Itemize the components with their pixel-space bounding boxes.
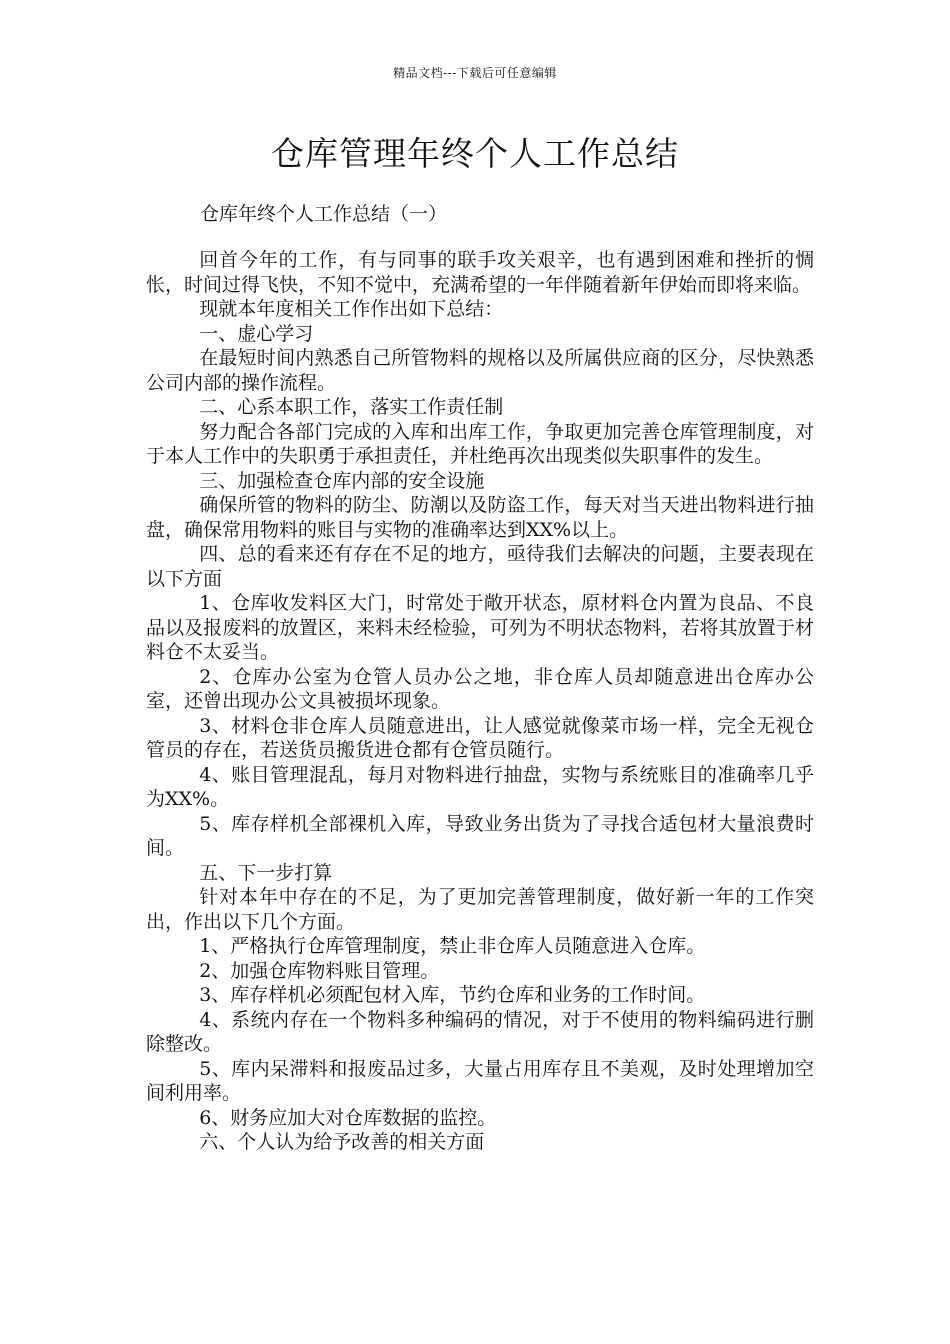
list-item: 5、库存样机全部裸机入库，导致业务出货为了寻找合适包材大量浪费时间。: [146, 812, 814, 859]
list-item: 6、财务应加大对仓库数据的监控。: [199, 1106, 497, 1129]
paragraph: 努力配合各部门完成的入库和出库工作，争取更加完善仓库管理制度，对于本人工作中的失职勇于承担责任，并杜绝再次出现类似失职事件的发生。: [146, 420, 814, 467]
list-item: 3、库存样机必须配包材入库，节约仓库和业务的工作时间。: [199, 984, 706, 1006]
section-heading: 一、虚心学习: [199, 322, 314, 345]
paragraph: 针对本年中存在的不足，为了更加完善管理制度，做好新一年的工作突出，作出以下几个方面。: [146, 886, 814, 933]
list-item: 1、严格执行仓库管理制度，禁止非仓库人员随意进入仓库。: [199, 935, 706, 957]
section-heading: 二、心系本职工作，落实工作责任制: [199, 396, 504, 418]
list-item: 1、仓库收发料区大门，时常处于敞开状态，原材料仓内置为良品、不良品以及报废料的放置区，来料未经检验，可列为不明状态物料，若将其放置于材料仓不太妥当。: [146, 592, 814, 663]
document-body: [146, 248, 814, 1155]
list-item: 5、库内呆滞料和报废品过多，大量占用库存且不美观，及时处理增加空间利用率。: [146, 1057, 814, 1104]
list-item: 4、账目管理混乱，每月对物料进行抽盘，实物与系统账目的准确率几乎为XX%。: [146, 763, 814, 810]
list-item: 2、仓库办公室为仓管人员办公之地，非仓库人员却随意进出仓库办公室，还曾出现办公文具被损坏现象。: [146, 665, 814, 712]
section-heading: 六、个人认为给予改善的相关方面: [199, 1131, 485, 1153]
list-item: 4、系统内存在一个物料多种编码的情况，对于不使用的物料编码进行删除整改。: [146, 1008, 814, 1055]
document-title: 仓库管理年终个人工作总结: [271, 134, 679, 173]
page-header: 精品文档---下载后可任意编辑: [393, 66, 557, 80]
paragraph: 在最短时间内熟悉自己所管物料的规格以及所属供应商的区分，尽快熟悉公司内部的操作流程。: [146, 347, 814, 394]
list-item: 3、材料仓非仓库人员随意进出，让人感觉就像菜市场一样，完全无视仓管员的存在，若送货员搬货进仓都有仓管员随行。: [146, 714, 814, 761]
section-subtitle: 仓库年终个人工作总结（一）: [200, 203, 448, 225]
section-heading: 三、加强检查仓库内部的安全设施: [199, 469, 485, 492]
paragraph: 确保所管的物料的防尘、防潮以及防盗工作，每天对当天进出物料进行抽盘，确保常用物料的账目与实物的准确率达到XX%以上。: [146, 494, 814, 541]
paragraph: 回首今年的工作，有与同事的联手攻关艰辛，也有遇到困难和挫折的惆怅，时间过得飞快，不知不觉中，充满希望的一年伴随着新年伊始而即将来临。: [146, 249, 814, 296]
section-heading: 五、下一步打算: [199, 861, 333, 884]
paragraph: 现就本年度相关工作作出如下总结：: [199, 298, 504, 320]
section-heading: 四、总的看来还有存在不足的地方，亟待我们去解决的问题，主要表现在以下方面: [146, 543, 814, 590]
list-item: 2、加强仓库物料账目管理。: [199, 959, 440, 982]
